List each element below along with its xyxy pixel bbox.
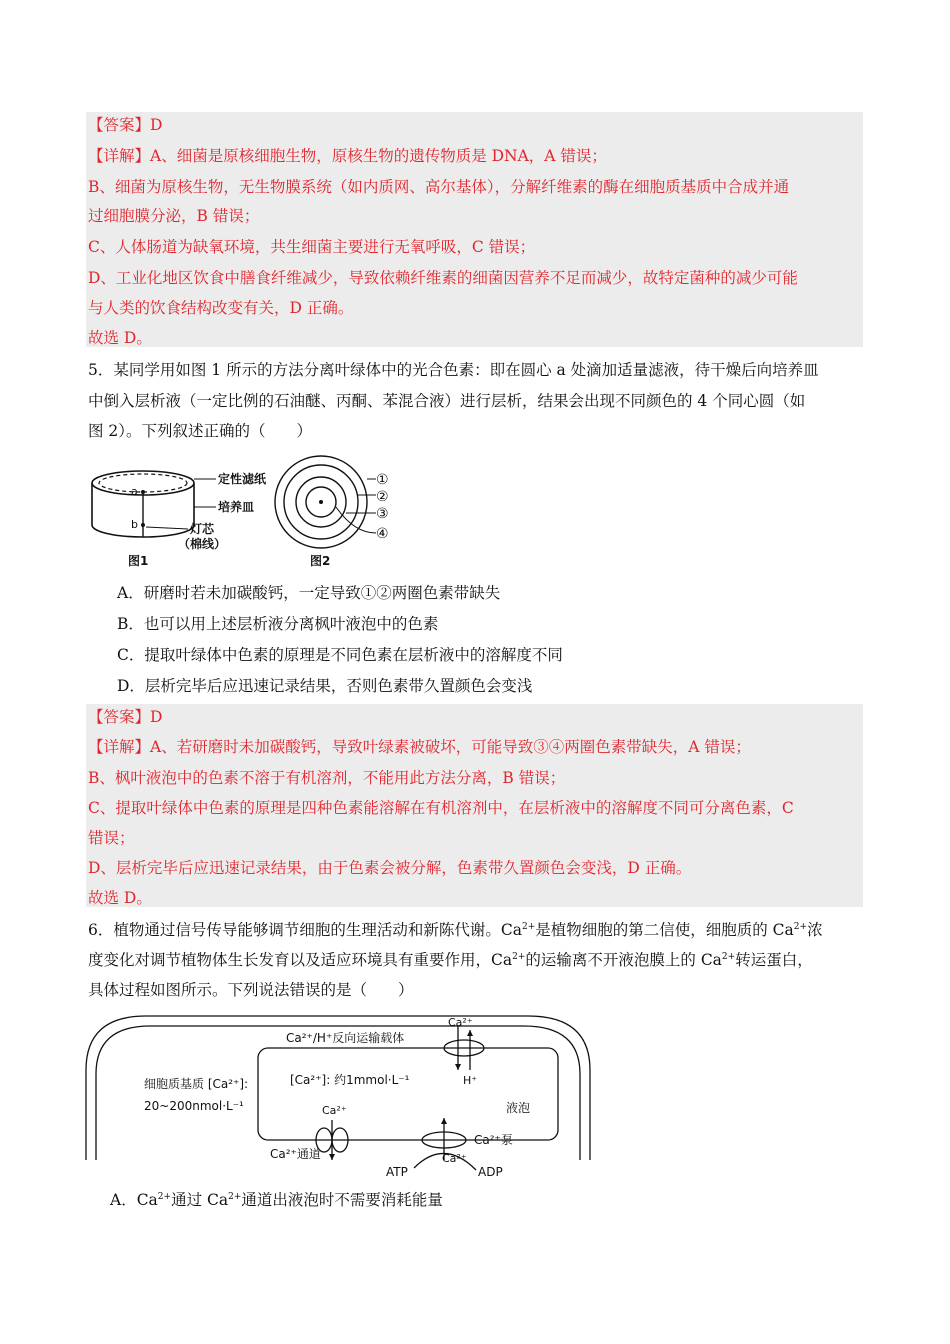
- q6-option-text: 通道出液泡时不需要消耗能量: [241, 1191, 443, 1209]
- q4-detail-line: D、工业化地区饮食中膳食纤维减少，导致依赖纤维素的细菌因营养不足而减少，故特定菌种的减少可能: [88, 269, 798, 287]
- q6-option-a: [110, 1190, 443, 1210]
- q5-detail-line: 【详解】A、若研磨时未加碳酸钙，导致叶绿素被破坏，可能导致③④两圈色素带缺失，A 错误；: [88, 738, 751, 756]
- q5-detail-line: 故选 D。: [88, 889, 152, 907]
- vacuole-label: 液泡: [506, 1101, 531, 1115]
- fig2-label-3: ③: [376, 506, 389, 522]
- h-plus-label: H⁺: [463, 1074, 478, 1087]
- q5-answer: 【答案】D: [88, 708, 163, 726]
- q5-detail-line: C、提取叶绿体中色素的原理是四种色素能溶解在有机溶剂中，在层析液中的溶解度不同可分离色素，C: [88, 799, 794, 817]
- q5-figure: [84, 455, 424, 570]
- q4-detail-line: C、人体肠道为缺氧环境，共生细菌主要进行无氧呼吸，C 错误；: [88, 238, 536, 256]
- vacuole-membrane: [258, 1048, 558, 1140]
- q6-option-text: 通过 Ca: [171, 1191, 229, 1209]
- fig1-label-a: a: [131, 485, 138, 498]
- fig1-label-wick2: （棉线）: [178, 537, 227, 551]
- q6-stem-text: 的运输离不开液泡膜上的 Ca: [525, 951, 722, 969]
- q5-detail-line: B、枫叶液泡中的色素不溶于有机溶剂，不能用此方法分离，B 错误；: [88, 769, 566, 787]
- q6-stem-text: 6．植物通过信号传导能够调节细胞的生理活动和新陈代谢。Ca: [88, 921, 522, 939]
- q4-detail-line: B、细菌为原核生物，无生物膜系统（如内质网、高尔基体），分解纤维素的酶在细胞质基质中合成并通: [88, 178, 790, 196]
- q5-option-a: A．研磨时若未加碳酸钙，一定导致①②两圈色素带缺失: [117, 584, 501, 602]
- fig2-label-4: ④: [376, 526, 389, 542]
- q5-stem-line: 5．某同学用如图 1 所示的方法分离叶绿体中的光合色素：即在圆心 a 处滴加适量滤液，待干燥后向培养皿: [88, 361, 819, 379]
- fig1-label-b: b: [131, 518, 138, 531]
- fig1-label-wick: 灯芯: [190, 522, 215, 536]
- channel-label: Ca²⁺通道: [270, 1147, 321, 1161]
- q5-detail-line: D、层析完毕后应迅速记录结果，由于色素会被分解，色素带久置颜色会变浅，D 正确。: [88, 859, 692, 877]
- q6-stem-sup: 2+: [512, 952, 526, 962]
- q6-option-text: A．Ca: [110, 1191, 158, 1209]
- q6-stem-text: 是植物细胞的第二信使，细胞质的 Ca: [535, 921, 794, 939]
- antiporter-label: Ca²⁺/H⁺反向运输载体: [286, 1031, 405, 1045]
- q6-option-sup: 2+: [157, 1192, 172, 1202]
- q5-option-c: C．提取叶绿体中色素的原理是不同色素在层析液中的溶解度不同: [117, 646, 563, 664]
- q6-figure: [84, 1010, 604, 1180]
- fig1-label-filter-paper: 定性滤纸: [218, 472, 267, 486]
- q6-stem-sup: 2+: [793, 922, 808, 932]
- fig1-caption: 图1: [128, 554, 149, 568]
- q4-answer: 【答案】D: [88, 116, 163, 134]
- q5-stem-line: 中倒入层析液（一定比例的石油醚、丙酮、苯混合液）进行层析，结果会出现不同颜色的 4 个同心圆（如: [88, 392, 806, 410]
- fig2-rings: [275, 456, 376, 548]
- ca-top-label: Ca²⁺: [448, 1016, 473, 1029]
- q6-stem-sup: 2+: [721, 952, 736, 962]
- vacuole-conc-label: [Ca²⁺]: 约1mmol·L⁻¹: [290, 1073, 410, 1087]
- q5-detail-line: 错误；: [88, 829, 135, 847]
- adp-label: ADP: [478, 1165, 503, 1179]
- q6-stem-line-3: 具体过程如图所示。下列说法错误的是（ ）: [88, 981, 414, 999]
- atp-label: ATP: [386, 1165, 408, 1179]
- q5-option-b: B．也可以用上述层析液分离枫叶液泡中的色素: [117, 615, 439, 633]
- q4-detail-line: 与人类的饮食结构改变有关，D 正确。: [88, 299, 354, 317]
- q4-detail-line: 故选 D。: [88, 329, 152, 347]
- fig1-label-dish: 培养皿: [218, 500, 255, 514]
- q6-stem-line-2: [88, 950, 813, 970]
- q5-option-d: D．层析完毕后应迅速记录结果，否则色素带久置颜色会变浅: [117, 677, 533, 695]
- q5-stem-line: 图 2）。下列叙述正确的（ ）: [88, 422, 313, 440]
- fig2-label-2: ②: [376, 489, 389, 505]
- pump-ca-label: Ca²⁺: [442, 1152, 467, 1165]
- q4-detail-line: 过细胞膜分泌，B 错误；: [88, 207, 260, 225]
- q6-stem-text: 转运蛋白，: [735, 951, 813, 969]
- q6-stem-sup: 2+: [521, 922, 536, 932]
- pump-label: Ca²⁺泵: [474, 1133, 513, 1147]
- q6-stem-text: 度变化对调节植物体生长发育以及适应环境具有重要作用，Ca: [88, 951, 513, 969]
- q6-option-sup: 2+: [228, 1192, 242, 1202]
- q6-stem-text: 浓: [807, 921, 823, 939]
- q4-detail-line: 【详解】A、细菌是原核细胞生物，原核生物的遗传物质是 DNA，A 错误；: [88, 147, 607, 165]
- q6-stem-line-1: [88, 920, 823, 940]
- fig2-label-1: ①: [376, 472, 389, 488]
- cytosol-conc-label-2: 20~200nmol·L⁻¹: [144, 1099, 244, 1113]
- cytosol-conc-label-1: 细胞质基质 [Ca²⁺]:: [144, 1077, 249, 1091]
- channel-ca-label: Ca²⁺: [322, 1104, 347, 1117]
- fig2-caption: 图2: [310, 554, 331, 568]
